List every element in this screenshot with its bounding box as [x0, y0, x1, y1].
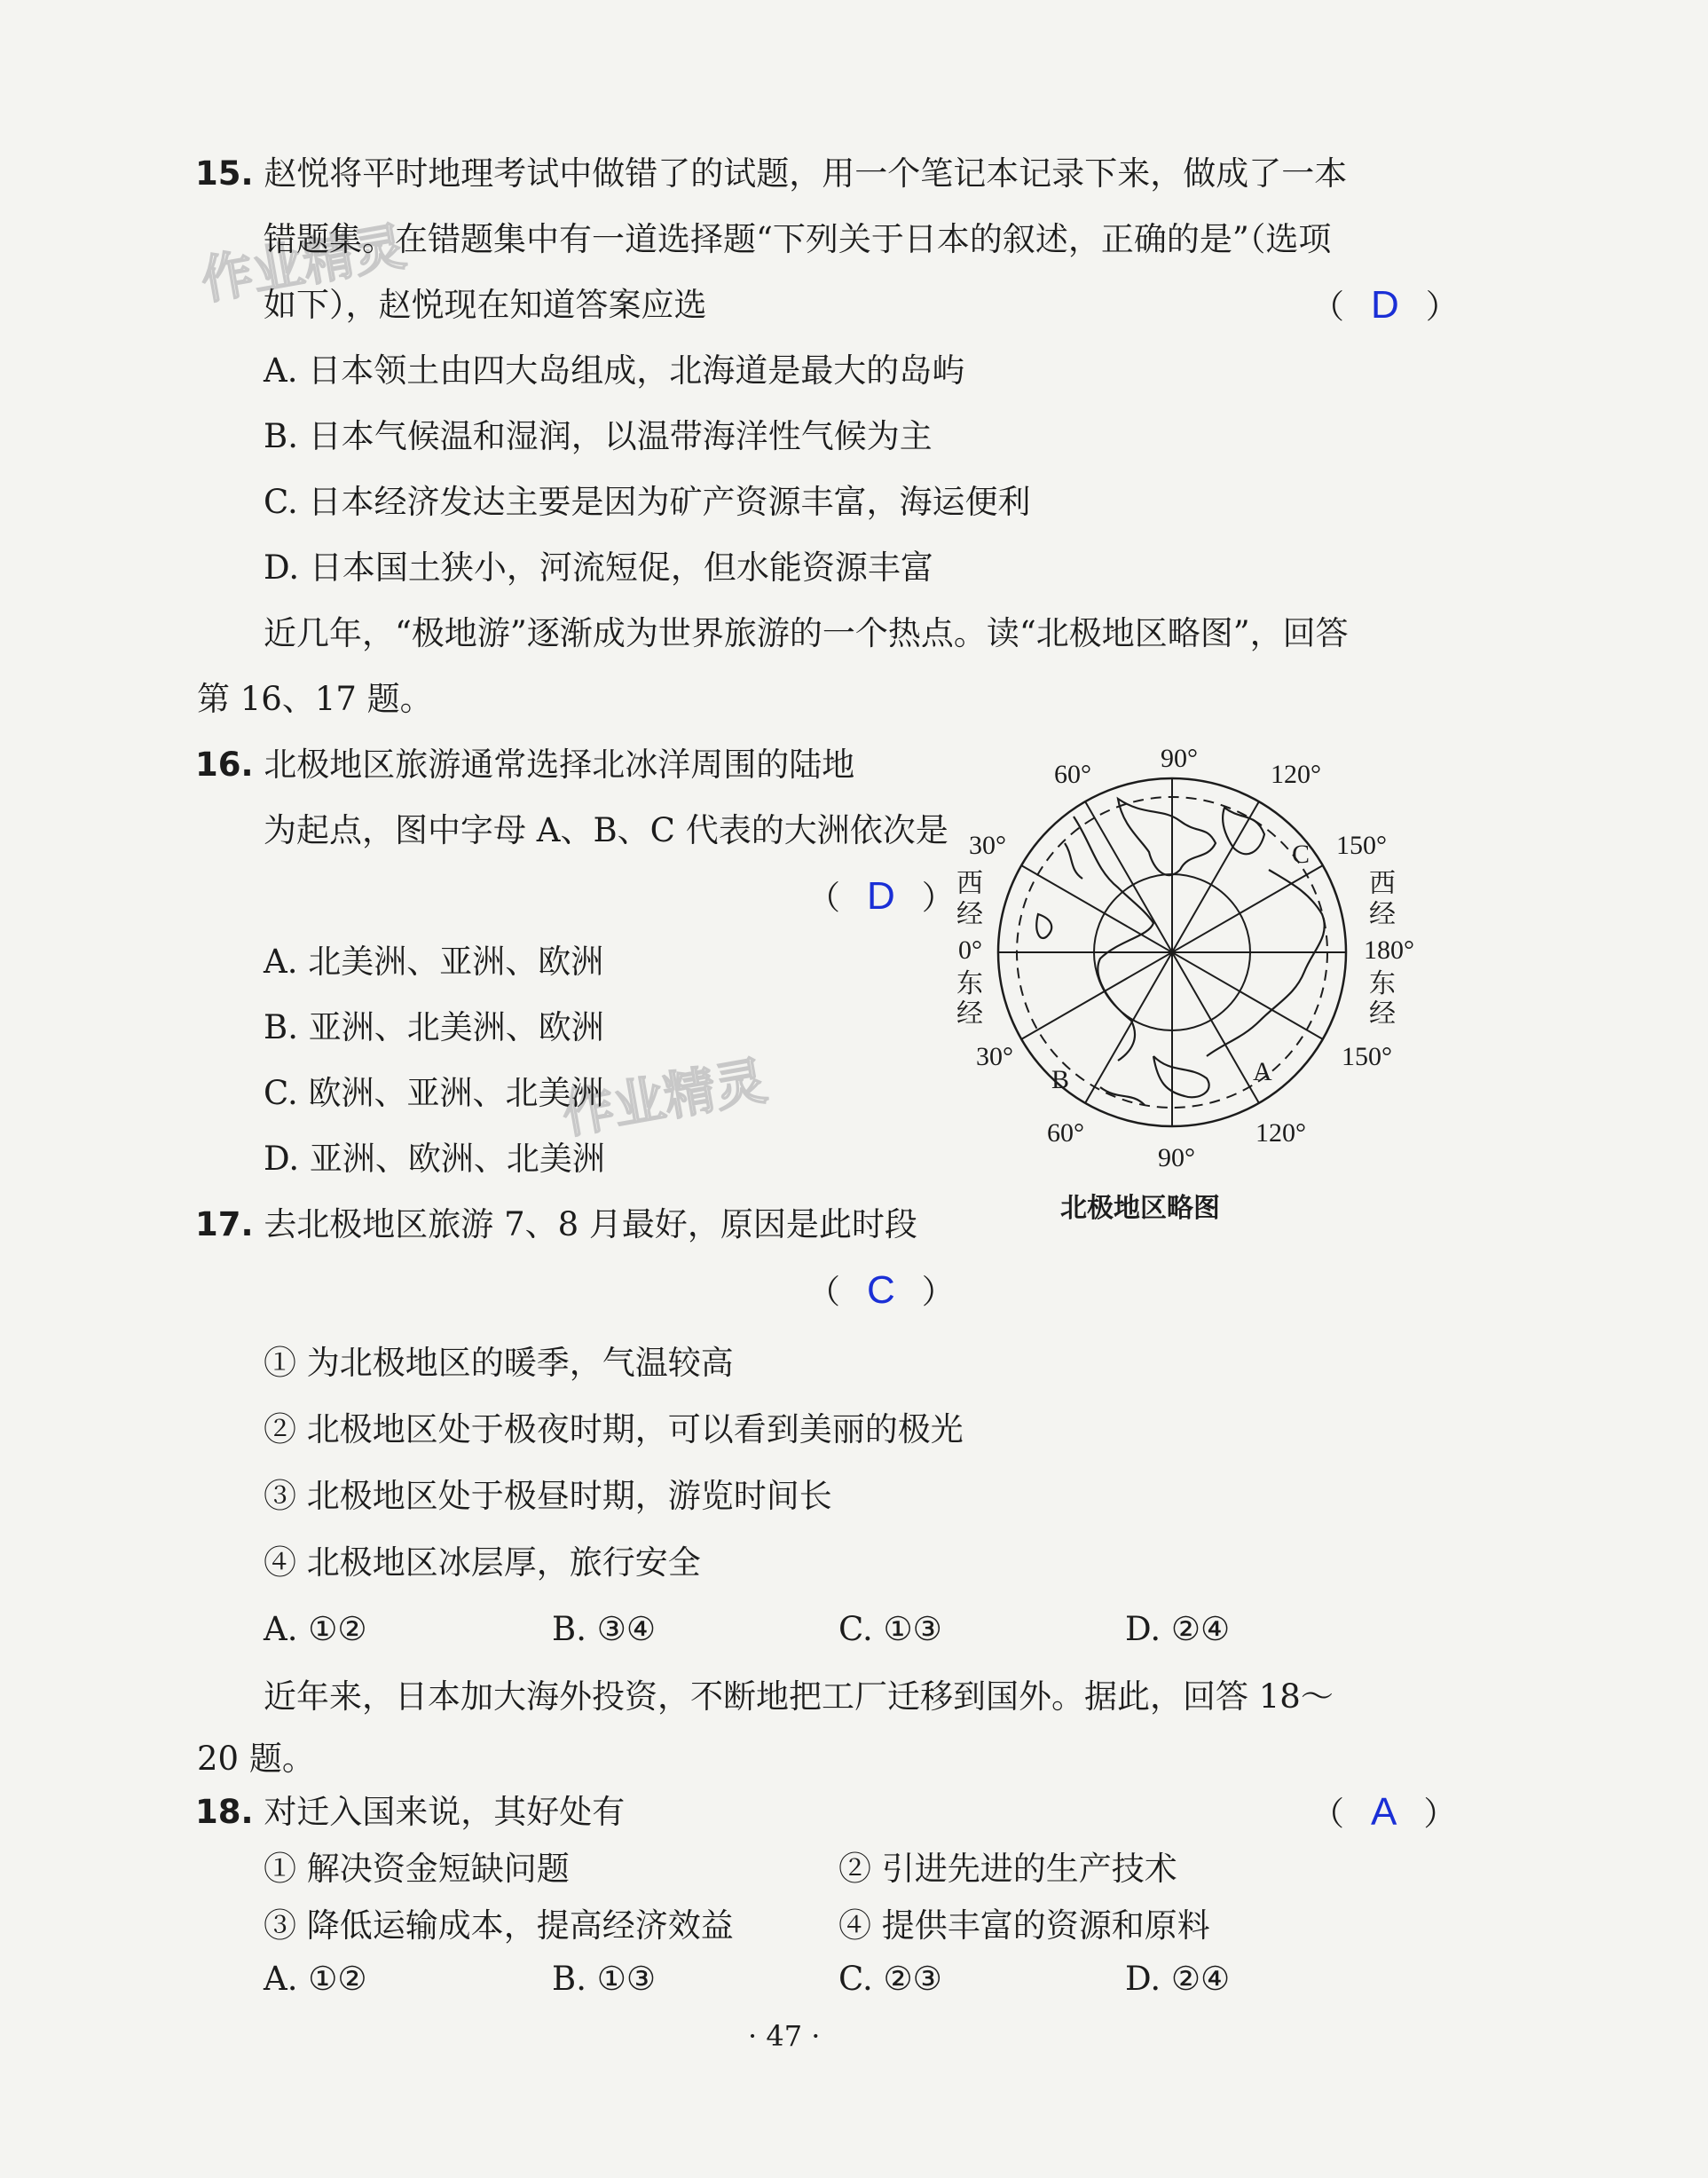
label-continent-a: A — [1253, 1057, 1272, 1086]
q18-item-3: ③ 降低运输成本，提高经济效益 — [264, 1906, 734, 1945]
page-number: · 47 · — [748, 2019, 821, 2053]
label-90-top: 90° — [1161, 744, 1198, 773]
q18-option-a: A. ①② — [264, 1960, 367, 1998]
label-west-left-2: 经 — [956, 900, 983, 929]
q15-answer: D — [1371, 283, 1399, 327]
q15-line-3: 如下），赵悦现在知道答案应选 — [264, 286, 707, 324]
q16-line-1: 16. 北极地区旅游通常选择北冰洋周围的陆地 — [195, 746, 855, 784]
q18-item-1: ① 解决资金短缺问题 — [264, 1850, 570, 1888]
label-east-right-1: 东 — [1369, 969, 1396, 998]
q16-answer-bracket: （ D ） — [807, 874, 955, 918]
label-east-right-2: 经 — [1369, 999, 1396, 1029]
q15-option-a: A. 日本领土由四大岛组成，北海道是最大的岛屿 — [264, 351, 965, 390]
q17-option-c: C. ①③ — [838, 1610, 942, 1648]
q17-item-2: ② 北极地区处于极夜时期，可以看到美丽的极光 — [264, 1410, 964, 1448]
q15-line-1: 15. 赵悦将平时地理考试中做错了的试题，用一个笔记本记录下来，做成了一本 — [195, 154, 1348, 193]
watermark: 作业精灵 — [557, 1050, 772, 1146]
watermark: 作业精灵 — [196, 216, 411, 312]
label-60-top: 60° — [1054, 760, 1091, 789]
q16-option-b: B. 亚洲、北美洲、欧洲 — [264, 1008, 604, 1046]
label-zero: 0° — [958, 935, 982, 965]
label-east-left-1: 东 — [956, 969, 983, 998]
q17-item-3: ③ 北极地区处于极昼时期，游览时间长 — [264, 1477, 832, 1515]
label-continent-c: C — [1292, 840, 1311, 869]
label-east-left-2: 经 — [956, 999, 983, 1029]
q18-option-c: C. ②③ — [838, 1960, 942, 1998]
q17-number: 17. — [195, 1205, 254, 1243]
label-150-bottom: 150° — [1342, 1042, 1392, 1071]
map-caption: 北极地区略图 — [1060, 1193, 1220, 1224]
arctic-map — [941, 737, 1437, 1234]
label-continent-b: B — [1051, 1065, 1070, 1094]
intro-16-17-line-2: 第 16、17 题。 — [197, 680, 433, 718]
label-30-top: 30° — [969, 831, 1006, 860]
q17-item-4: ④ 北极地区冰层厚，旅行安全 — [264, 1543, 701, 1582]
label-60-bottom: 60° — [1047, 1118, 1084, 1148]
q18-number: 18. — [195, 1793, 254, 1831]
q16-option-c: C. 欧洲、亚洲、北美洲 — [264, 1074, 604, 1112]
label-30-bottom: 30° — [976, 1042, 1013, 1071]
meridians — [998, 778, 1346, 1126]
q15-answer-bracket: （ D ） — [1311, 283, 1459, 327]
q18-item-4: ④ 提供丰富的资源和原料 — [838, 1906, 1210, 1945]
intro-18-20-line-1: 近年来，日本加大海外投资，不断地把工厂迁移到国外。据此，回答 18～ — [264, 1677, 1334, 1716]
q17-option-d: D. ②④ — [1125, 1610, 1231, 1648]
q18-option-b: B. ①③ — [552, 1960, 657, 1998]
q15-number: 15. — [195, 154, 254, 193]
q15-option-d: D. 日本国土狭小，河流短促，但水能资源丰富 — [264, 548, 933, 587]
q16-line-2: 为起点，图中字母 A、B、C 代表的大洲依次是 — [264, 811, 948, 849]
q18-line-1: 18. 对迁入国来说，其好处有 — [195, 1793, 626, 1831]
intro-16-17-line-1: 近几年，“极地游”逐渐成为世界旅游的一个热点。读“北极地区略图”，回答 — [264, 614, 1349, 652]
q16-option-d: D. 亚洲、欧洲、北美洲 — [264, 1140, 605, 1178]
q15-option-b: B. 日本气候温和湿润，以温带海洋性气候为主 — [264, 417, 933, 455]
q18-option-d: D. ②④ — [1125, 1960, 1231, 1998]
q18-answer: A — [1371, 1790, 1397, 1834]
q17-line-1: 17. 去北极地区旅游 7、8 月最好，原因是此时段 — [195, 1205, 917, 1243]
q16-answer: D — [867, 874, 895, 918]
label-150-top: 150° — [1336, 831, 1387, 860]
label-west-right-2: 经 — [1369, 900, 1396, 929]
q17-option-a: A. ①② — [264, 1610, 367, 1648]
q18-item-2: ② 引进先进的生产技术 — [838, 1850, 1177, 1888]
q18-answer-bracket: （ A ） — [1311, 1790, 1457, 1834]
q15-option-c: C. 日本经济发达主要是因为矿产资源丰富，海运便利 — [264, 483, 1031, 521]
label-west-left-1: 西 — [956, 869, 983, 898]
arctic-map-svg — [941, 737, 1437, 1198]
q16-number: 16. — [195, 746, 254, 784]
q16-option-a: A. 北美洲、亚洲、欧洲 — [264, 943, 604, 981]
label-90-bottom: 90° — [1158, 1143, 1195, 1172]
label-120-top: 120° — [1271, 760, 1321, 789]
intro-18-20-line-2: 20 题。 — [197, 1740, 315, 1778]
q17-option-b: B. ③④ — [552, 1610, 657, 1648]
label-180: 180° — [1364, 935, 1414, 965]
q17-answer-bracket: （ C ） — [807, 1268, 955, 1312]
label-120-bottom: 120° — [1255, 1118, 1306, 1148]
q15-line-2: 错题集。在错题集中有一道选择题“下列关于日本的叙述，正确的是”（选项 — [264, 220, 1332, 258]
label-west-right-1: 西 — [1369, 869, 1396, 898]
q17-answer: C — [867, 1268, 895, 1312]
q17-item-1: ① 为北极地区的暖季，气温较高 — [264, 1344, 734, 1382]
